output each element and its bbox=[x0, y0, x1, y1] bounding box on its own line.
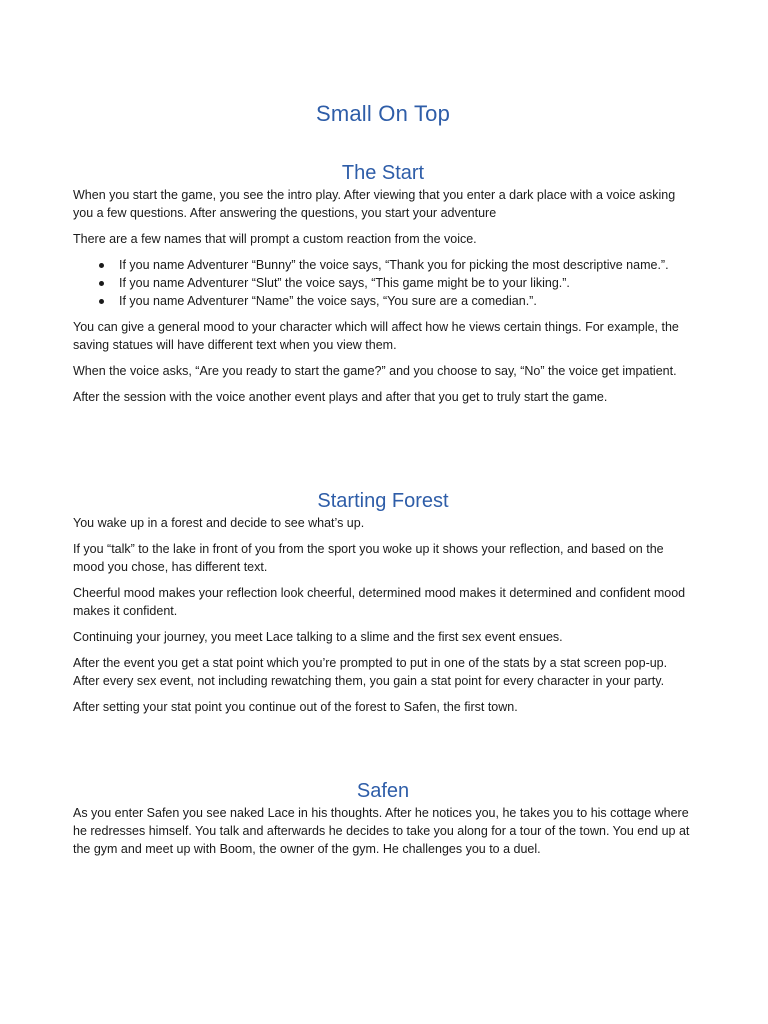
list-item: If you name Adventurer “Name” the voice says, “You sure are a comedian.”. bbox=[73, 292, 693, 310]
paragraph: Cheerful mood makes your reflection look cheerful, determined mood makes it determined and confident mood makes it confident. bbox=[73, 586, 686, 618]
bullet-icon bbox=[99, 299, 104, 304]
section-starting-forest bbox=[73, 488, 693, 716]
paragraph: If you “talk” to the lake in front of you from the sport you woke up it shows your reflection, and based on the mood you chose, has different text. bbox=[73, 542, 664, 574]
section-heading: Starting Forest bbox=[317, 490, 449, 512]
paragraph: When the voice asks, “Are you ready to start the game?” and you choose to say, “No” the voice get impatient. bbox=[73, 364, 677, 378]
section-heading: Safen bbox=[356, 780, 410, 802]
paragraph: As you enter Safen you see naked Lace in his thoughts. After he notices you, he takes you to his cottage where he redresses himself. You talk and afterwards he decides to take you along for a tour of the town. You end up at the gym and meet up with Boom, the owner of the gym. He challenges you to a duel. bbox=[73, 806, 690, 856]
section-the-start bbox=[73, 160, 693, 406]
bullet-icon bbox=[99, 263, 104, 268]
list-item: If you name Adventurer “Bunny” the voice says, “Thank you for picking the most descriptive name.”. bbox=[73, 256, 693, 274]
bullet-icon bbox=[99, 281, 104, 286]
paragraph: You can give a general mood to your character which will affect how he views certain things. For example, the saving statues will have different text when you view them. bbox=[73, 320, 679, 352]
name-reaction-list bbox=[73, 256, 693, 310]
paragraph: You wake up in a forest and decide to see what’s up. bbox=[73, 516, 365, 530]
paragraph: There are a few names that will prompt a custom reaction from the voice. bbox=[73, 232, 477, 246]
paragraph: After the event you get a stat point which you’re prompted to put in one of the stats by a stat screen pop-up. After every sex event, not including rewatching them, you gain a stat point for every character in your party. bbox=[73, 656, 668, 688]
list-item: If you name Adventurer “Slut” the voice says, “This game might be to your liking.”. bbox=[73, 274, 693, 292]
paragraph: After the session with the voice another event plays and after that you get to truly start the game. bbox=[73, 390, 608, 404]
document-title: Small On Top bbox=[315, 101, 451, 126]
paragraph: After setting your stat point you continue out of the forest to Safen, the first town. bbox=[73, 700, 518, 714]
paragraph: When you start the game, you see the intro play. After viewing that you enter a dark place with a voice asking you a few questions. After answering the questions, you start your adventure bbox=[73, 188, 676, 220]
paragraph: Continuing your journey, you meet Lace talking to a slime and the first sex event ensues. bbox=[73, 630, 563, 644]
section-heading: The Start bbox=[341, 162, 425, 184]
section-safen bbox=[73, 778, 693, 858]
